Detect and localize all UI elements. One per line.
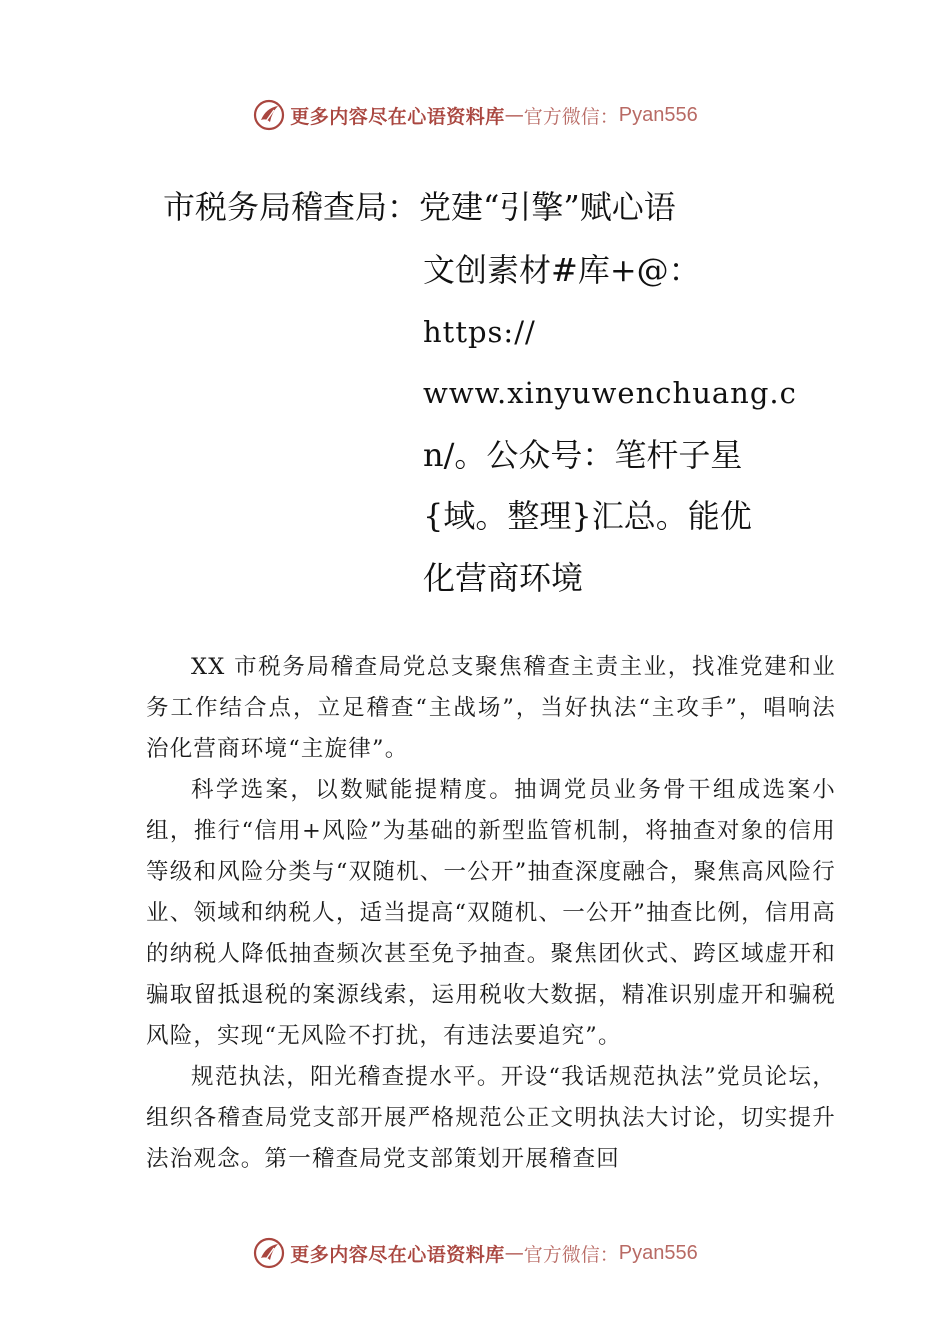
title-cont-line: {域。整理}汇总。能优 — [423, 497, 752, 535]
document-title: 市税务局稽查局：党建“引擎”赋心语 — [163, 188, 676, 226]
footer-banner — [0, 1233, 950, 1273]
banner-wechat-label: 官方微信： — [523, 105, 619, 128]
document-title-continuation — [423, 240, 803, 609]
paragraph: 规范执法，阳光稽查提水平。开设“我话规范执法”党员论坛，组织各稽查局党支部开展严格规范公正文明执法大讨论，切实提升法治观念。第一稽查局党支部策划开展稽查回 — [146, 1064, 836, 1172]
document-body — [146, 647, 836, 1180]
logo-icon — [252, 98, 286, 132]
banner-wechat-id: Pyan556 — [618, 103, 698, 126]
title-cont-line: n/。公众号：笔杆子星 — [423, 435, 743, 474]
title-cont-line: 文创素材#库+@： — [423, 251, 701, 289]
title-cont-line: 化营商环境 — [423, 558, 584, 597]
paragraph: XX 市税务局稽查局党总支聚焦稽查主责主业，找准党建和业务工作结合点，立足稽查“主战场”，当好执法“主攻手”，唱响法治化营商环境“主旋律”。 — [146, 654, 836, 762]
banner-wechat-label: 官方微信： — [523, 1243, 619, 1266]
banner-separator: — — [504, 1242, 524, 1264]
logo-icon — [252, 1236, 286, 1270]
banner-library-text: 更多内容尽在心语资料库 — [290, 105, 505, 128]
banner-library-text: 更多内容尽在心语资料库 — [290, 1243, 505, 1266]
header-banner — [0, 95, 950, 135]
banner-separator: — — [504, 104, 524, 126]
paragraph: 科学选案，以数赋能提精度。抽调党员业务骨干组成选案小组，推行“信用+风险”为基础的新型监管机制，将抽查对象的信用等级和风险分类与“双随机、一公开”抽查深度融合，聚焦高风险行业、领域和纳税人，适当提高“双随机、一公开”抽查比例，信用高的纳税人降低抽查频次甚至免予抽查。聚焦团伙式、跨区域虚开和骗取留抵退税的案源线索，运用税收大数据，精准识别虚开和骗税风险，实现“无风险不打扰，有违法要追究”。 — [146, 777, 836, 1049]
title-cont-line: https:// — [423, 314, 536, 349]
banner-wechat-id: Pyan556 — [618, 1241, 698, 1264]
title-cont-line: www.xinyuwenchuang.c — [423, 376, 797, 410]
